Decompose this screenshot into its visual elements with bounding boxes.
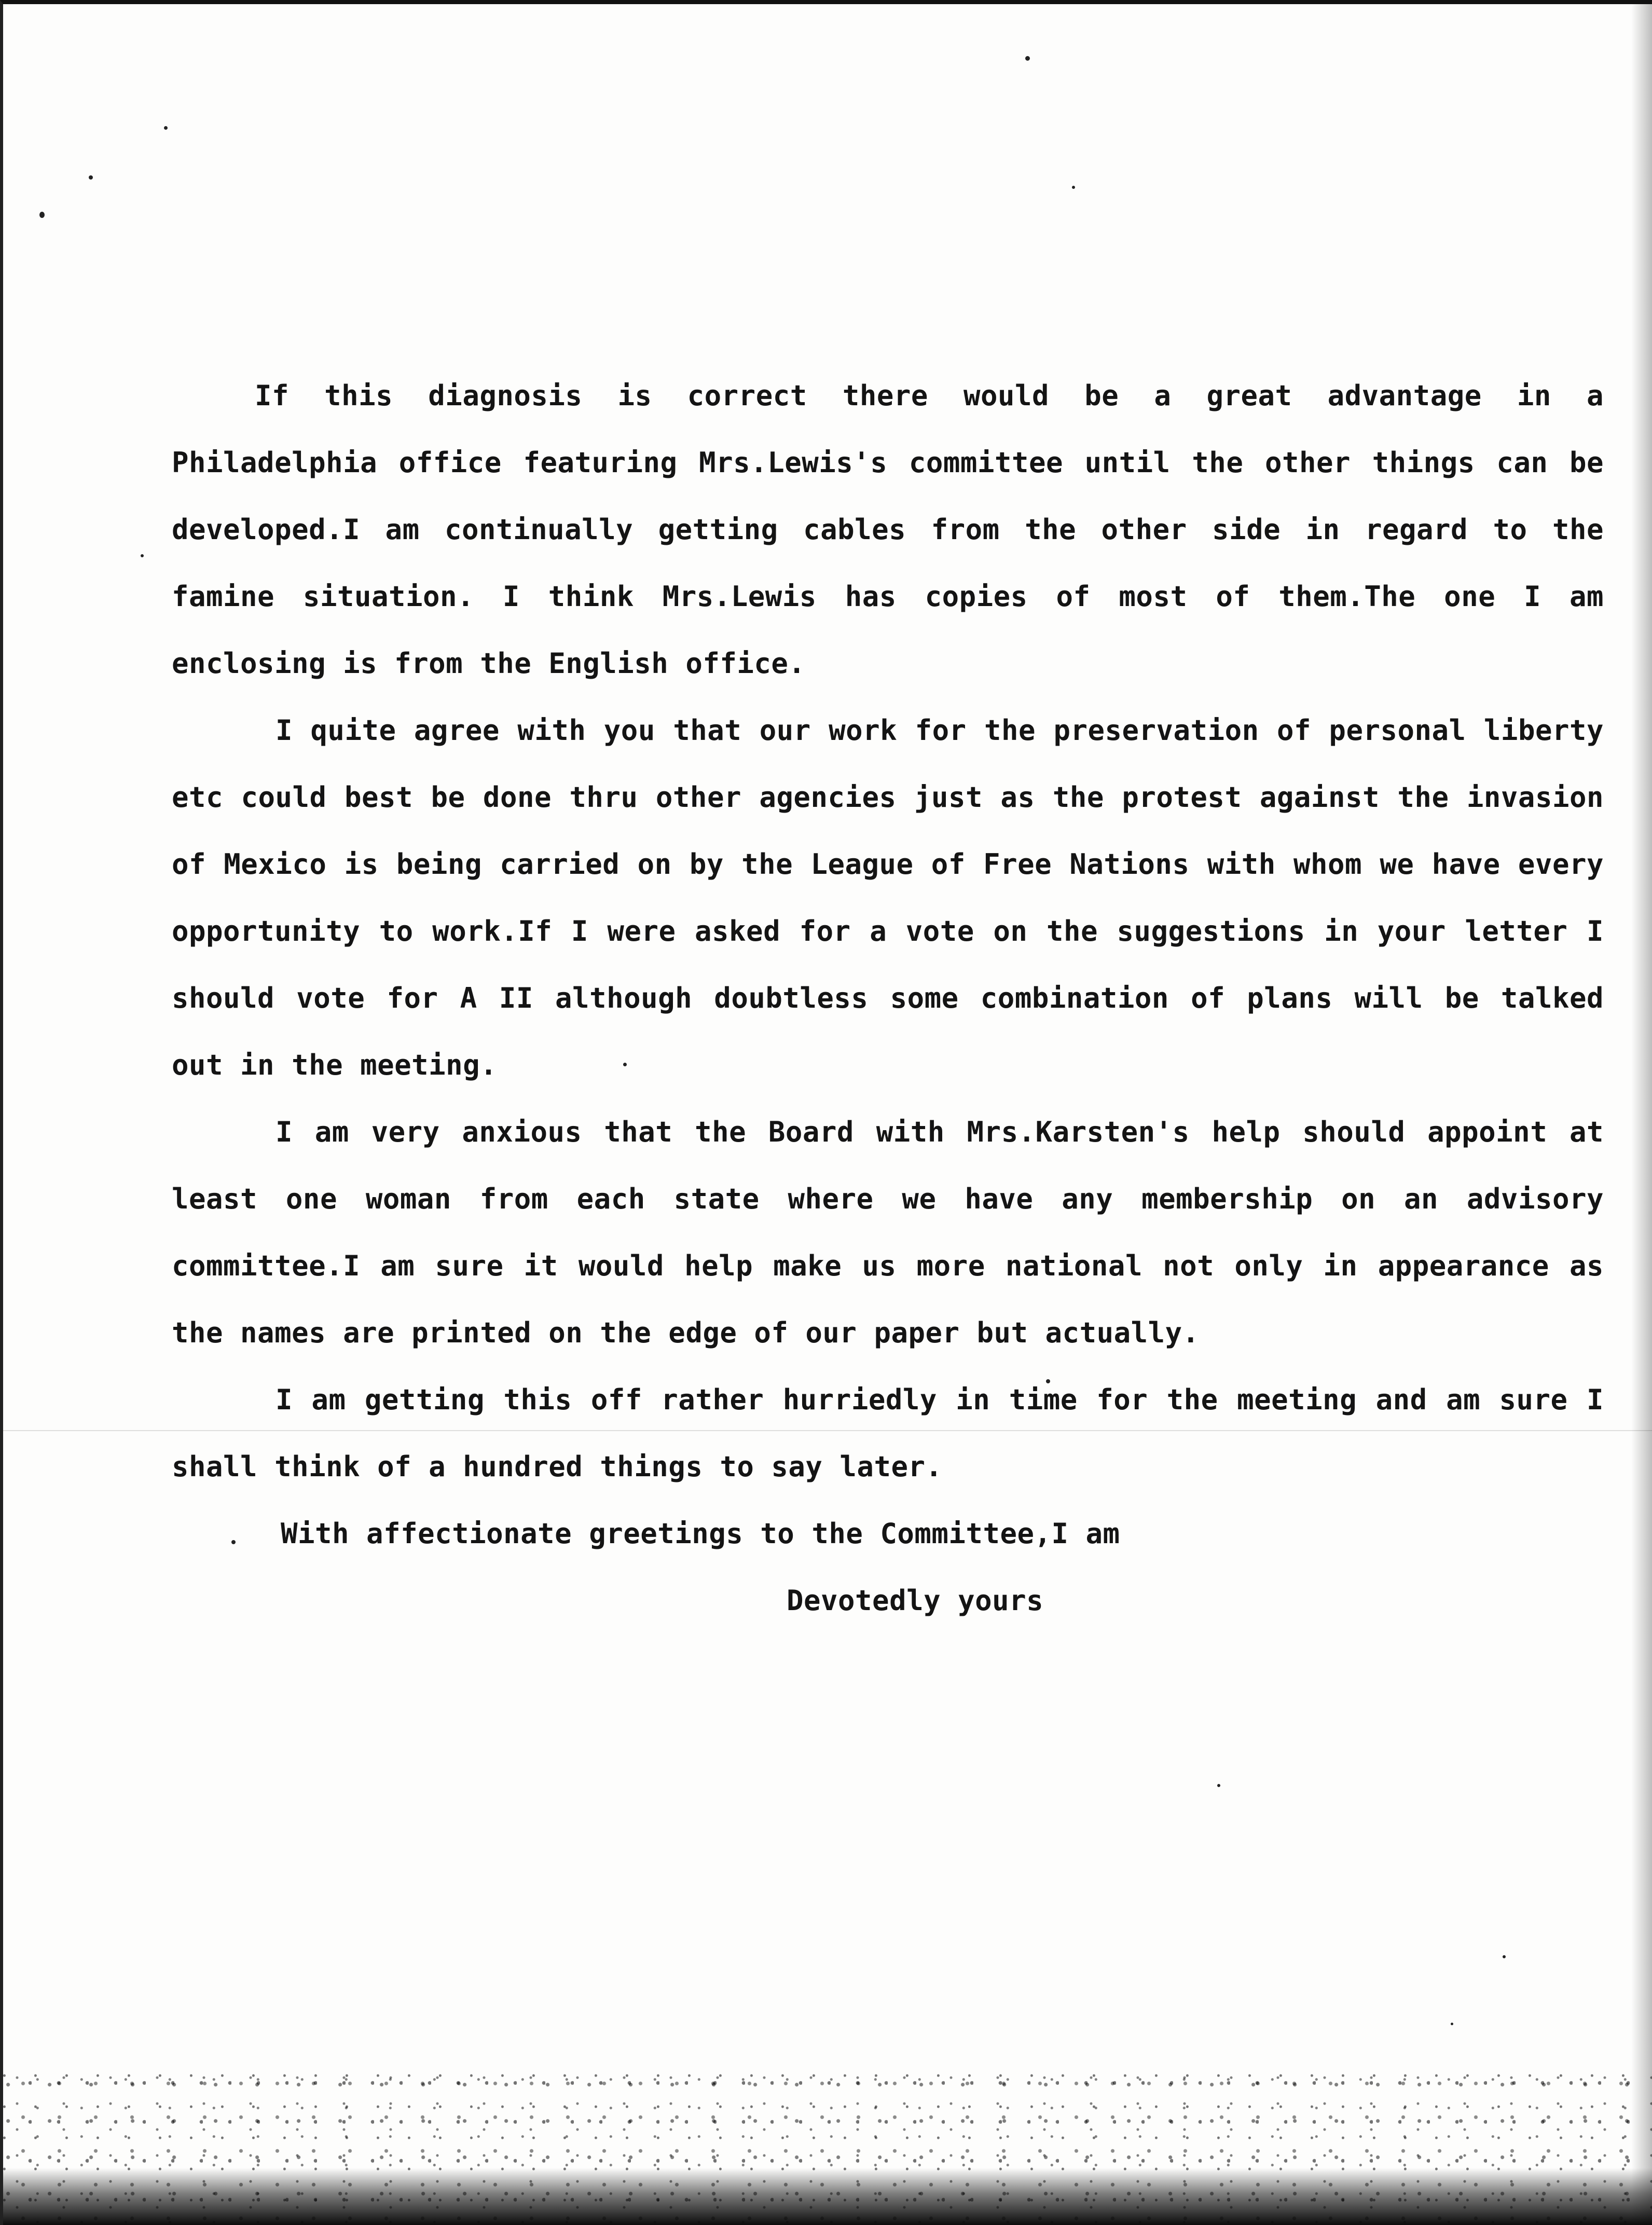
scan-speck — [1503, 1955, 1506, 1958]
paragraph-3: I am very anxious that the Board with Mrs.Karsten's help should appoint at least one woman from each state where we have any membership on an advisory committee.I am sure it would help make us more national not only in appearance as the names are printed on the edge of our paper but actually. — [172, 1116, 1604, 1349]
scan-speck — [1025, 56, 1030, 61]
scan-speck — [1217, 1784, 1220, 1787]
scan-speck — [623, 1063, 627, 1066]
scan-speck — [1072, 186, 1075, 189]
scan-speck — [141, 554, 144, 557]
scan-speck — [231, 1540, 236, 1544]
scan-speck — [1451, 2023, 1453, 2025]
scan-edge-shadow — [1631, 4, 1652, 2225]
paragraph-4: I am getting this off rather hurriedly in time for the meeting and am sure I shall think of a hundred things to say later. — [172, 1383, 1604, 1483]
letter-body — [172, 362, 1604, 1634]
scan-speck — [39, 212, 45, 218]
paragraph-1: If this diagnosis is correct there would be a great advantage in a Philadelphia office featuring Mrs.Lewis's committee until the other things can be developed.I am continually getting cables from the other side in regard to the famine situation. I think Mrs.Lewis has copies of most of them.The one I am enclosing is from the English office. — [172, 379, 1604, 680]
signoff: Devotedly yours — [787, 1584, 1044, 1617]
scan-speck — [89, 175, 93, 180]
page-fold — [3, 1430, 1652, 1431]
scan-speck — [164, 126, 168, 130]
closing-line: With affectionate greetings to the Committee,I am — [281, 1517, 1120, 1550]
scan-bottom-shadow — [3, 2168, 1652, 2225]
paragraph-2: I quite agree with you that our work for the preservation of personal liberty etc could best be done thru other agencies just as the protest against the invasion of Mexico is being carried on by the League of Free Nations with whom we have every opportunity to work.If I were asked for a vote on the suggestions in your letter I should vote for A II although doubtless some combination of plans will be talked out in the meeting. — [172, 714, 1604, 1081]
scan-speck — [1046, 1379, 1050, 1383]
